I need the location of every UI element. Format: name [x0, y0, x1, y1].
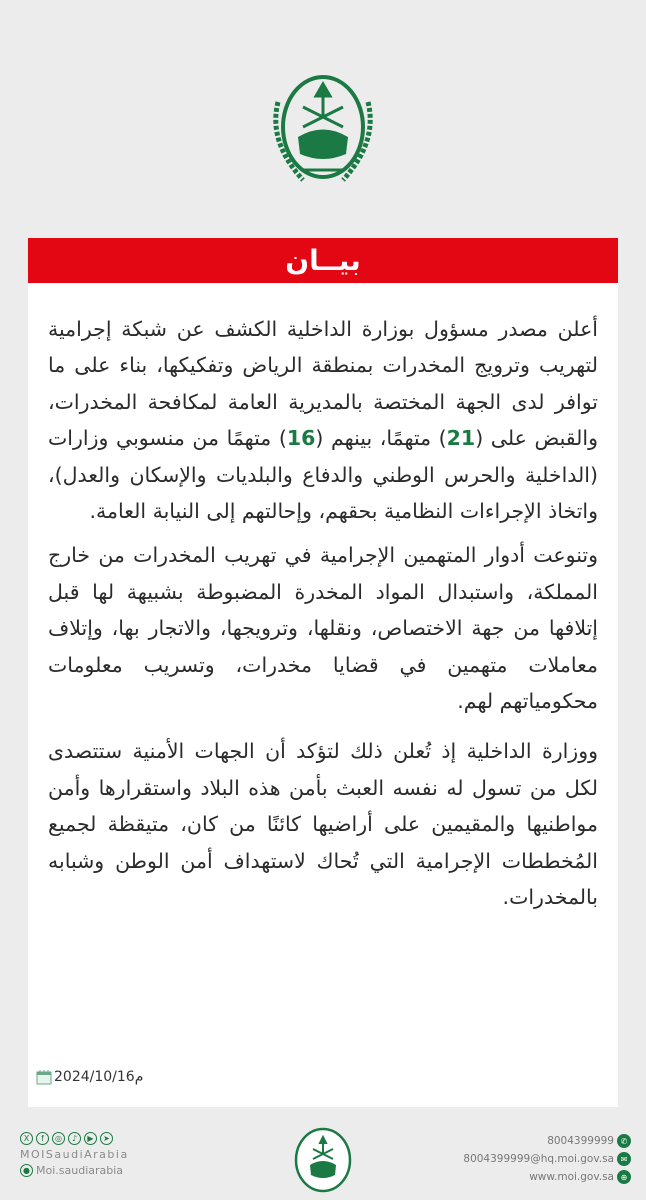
email-icon: ✉	[617, 1152, 631, 1166]
statement-date	[36, 1069, 143, 1085]
ministry-emblem	[258, 62, 388, 192]
arrested-count: 21	[446, 426, 476, 451]
instagram-icon[interactable]: ◎	[52, 1132, 65, 1145]
telegram-icon[interactable]: ➤	[100, 1132, 113, 1145]
globe-icon: ⊕	[617, 1170, 631, 1184]
social-links	[20, 1132, 129, 1177]
paragraph-3: ووزارة الداخلية إذ تُعلن ذلك لتؤكد أن الجهات الأمنية ستتصدى لكل من تسول له نفسه العبث بأمن هذه البلاد واستقرارها وأمن مواطنيها والمقيمين على أراضيها كائنًا من كان، متيقظة لجميع المُخططات الإجرامية التي تُحاك لاستهداف أمن الوطن وشبابه بالمخدرات.	[48, 739, 598, 910]
text-segment: ) متهمًا من منسوبي وزارات (الداخلية والحرس الوطني والدفاع والبلديات والإسكان والعدل)، واتخاذ الإجراءات النظامية بحقهم، وإحالتهم إلى النيابة العامة.	[48, 426, 598, 524]
statement-card	[28, 283, 618, 1107]
website-link[interactable]: www.moi.gov.sa	[529, 1171, 614, 1183]
youtube-icon[interactable]: ▶	[84, 1132, 97, 1145]
footer-emblem	[293, 1127, 353, 1193]
paragraph-2: وتنوعت أدوار المتهمين الإجرامية في تهريب المخدرات من خارج المملكة، واستبدال المواد المخدرة المضبوطة بشبيهة لها قبل إتلافها من جهة الاختصاص، ونقلها، وترويجها، والاتجار بها، وإتلاف معاملات متهمين في قضايا مخدرات، وتسريب معلومات محكومياتهم لهم.	[48, 543, 598, 714]
contact-info	[463, 1130, 631, 1184]
paragraph-1	[48, 311, 598, 529]
phone-number[interactable]: 8004399999	[547, 1135, 614, 1147]
facebook-icon[interactable]: f	[36, 1132, 49, 1145]
date-text: 2024/10/16م	[54, 1069, 144, 1085]
calendar-icon	[36, 1069, 52, 1085]
snapchat-handle[interactable]: Moi.saudiarabia	[36, 1164, 124, 1177]
statement-title-banner: بيــان	[28, 238, 618, 283]
employees-count: 16	[286, 426, 316, 451]
tiktok-icon[interactable]: ♪	[68, 1132, 81, 1145]
text-segment: ) متهمًا، بينهم (	[315, 426, 447, 451]
text-segment: أعلن مصدر مسؤول بوزارة الداخلية الكشف عن شبكة إجرامية لتهريب وترويج المخدرات بمنطقة الرياض وتفكيكها، بناء على ما توافر لدى الجهة المختصة بالمديرية العامة لمكافحة المخدرات، والقبض على (	[48, 317, 598, 451]
phone-icon: ✆	[617, 1134, 631, 1148]
x-icon[interactable]: X	[20, 1132, 33, 1145]
email-address[interactable]: 8004399999@hq.moi.gov.sa	[463, 1153, 614, 1165]
statement-body	[48, 311, 598, 924]
snapchat-icon: ●	[20, 1164, 33, 1177]
social-handle[interactable]: MOISaudiArabia	[20, 1148, 129, 1161]
